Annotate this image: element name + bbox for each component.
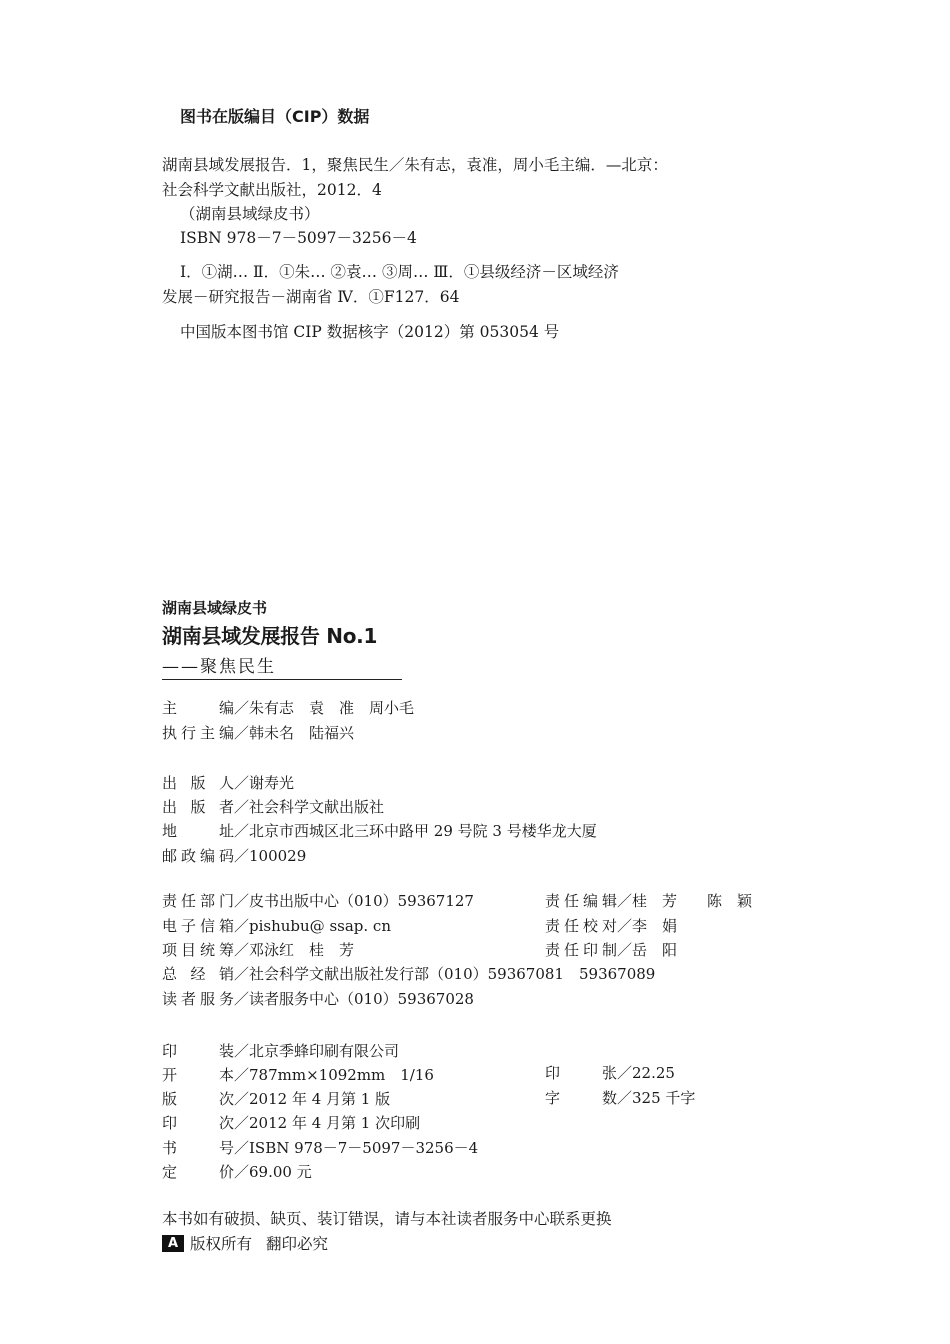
resp-email [162, 915, 391, 936]
value: ／谢寿光 [234, 774, 295, 792]
spec-format [162, 1064, 434, 1085]
replacement-notice: 本书如有破损、缺页、装订错误，请与本社读者服务中心联系更换 [162, 1210, 612, 1228]
value: ／787mm×1092mm 1/16 [234, 1066, 434, 1084]
resp-reader-service [162, 988, 474, 1009]
value: ／325 千字 [617, 1089, 696, 1107]
value: ／皮书出版中心（010）59367127 [234, 892, 474, 910]
cip-line-4: ISBN 978－7－5097－3256－4 [180, 229, 417, 247]
value: ／社会科学文献出版社发行部（010）59367081 59367089 [234, 965, 656, 983]
label: 读者服务 [162, 990, 234, 1008]
resp-dept [162, 890, 474, 911]
value: ／李 娟 [617, 917, 678, 935]
rights-reserved: 版权所有 [190, 1235, 253, 1253]
cip-line-1: 湖南县域发展报告．1，聚焦民生／朱有志，袁准，周小毛主编．—北京： [162, 156, 668, 174]
label: 总经销 [162, 965, 234, 983]
label: 定价 [162, 1163, 234, 1181]
credit-editor [162, 697, 414, 718]
resp-proofreader [545, 915, 677, 936]
label: 主编 [162, 699, 234, 717]
credit-address [162, 820, 597, 841]
label: 出版者 [162, 798, 234, 816]
value: ／桂 芳 陈 颖 [617, 892, 753, 910]
label: 邮政编码 [162, 847, 234, 865]
cip-heading: 图书在版编目（CIP）数据 [180, 107, 370, 126]
spec-word-count [545, 1087, 695, 1108]
credit-publisher-person [162, 772, 294, 793]
label: 地址 [162, 822, 234, 840]
spec-binding [162, 1040, 399, 1061]
series-name: 湖南县域绿皮书 [162, 599, 268, 617]
credit-postcode [162, 845, 306, 866]
label: 责任编辑 [545, 892, 617, 910]
spec-isbn [162, 1137, 478, 1158]
value: ／岳 阳 [617, 941, 678, 959]
book-title: 湖南县域发展报告 No.1 [162, 624, 378, 648]
resp-distributor [162, 963, 655, 984]
value: ／2012 年 4 月第 1 次印刷 [234, 1114, 421, 1132]
label: 开本 [162, 1066, 234, 1084]
label: 字数 [545, 1089, 617, 1107]
cip-line-7: 中国版本图书馆 CIP 数据核字（2012）第 053054 号 [180, 323, 560, 341]
label: 印次 [162, 1114, 234, 1132]
label: 书号 [162, 1139, 234, 1157]
piracy-warning: 翻印必究 [266, 1235, 329, 1253]
value: ／22.25 [617, 1064, 675, 1082]
value: ／100029 [234, 847, 307, 865]
value: ／北京季蜂印刷有限公司 [234, 1042, 400, 1060]
value: ／2012 年 4 月第 1 版 [234, 1090, 391, 1108]
label: 印装 [162, 1042, 234, 1060]
book-subtitle: ——聚焦民生 [162, 657, 276, 677]
cip-line-3: （湖南县域绿皮书） [180, 205, 320, 223]
resp-print-manager [545, 939, 677, 960]
label: 项目统筹 [162, 941, 234, 959]
value: ／社会科学文献出版社 [234, 798, 385, 816]
value: ／北京市西城区北三环中路甲 29 号院 3 号楼华龙大厦 [234, 822, 597, 840]
spec-sheets [545, 1062, 675, 1083]
value: ／朱有志 袁 准 周小毛 [234, 699, 415, 717]
label: 执行主编 [162, 724, 234, 742]
credit-publisher [162, 796, 384, 817]
resp-coordinator [162, 939, 354, 960]
cip-line-2: 社会科学文献出版社，2012．4 [162, 181, 382, 199]
resp-editor [545, 890, 752, 911]
publisher-logo-icon: A [162, 1235, 184, 1252]
rights-line [162, 1232, 328, 1254]
label: 出版人 [162, 774, 234, 792]
value: ／读者服务中心（010）59367028 [234, 990, 474, 1008]
value: ／69.00 元 [234, 1163, 312, 1181]
label: 电子信箱 [162, 917, 234, 935]
label: 责任校对 [545, 917, 617, 935]
label: 责任部门 [162, 892, 234, 910]
value: ／ISBN 978－7－5097－3256－4 [234, 1139, 479, 1157]
value: ／韩未名 陆福兴 [234, 724, 355, 742]
cip-line-5: Ⅰ．①湖… Ⅱ．①朱… ②袁… ③周… Ⅲ．①县级经济－区域经济 [180, 263, 619, 281]
credit-exec-editor [162, 722, 354, 743]
label: 版次 [162, 1090, 234, 1108]
value: ／pishubu@ ssap. cn [234, 917, 391, 935]
spec-price [162, 1161, 312, 1182]
spec-edition [162, 1088, 390, 1109]
value: ／邓泳红 桂 芳 [234, 941, 355, 959]
cip-line-6: 发展－研究报告－湖南省 Ⅳ．①F127．64 [162, 288, 460, 306]
label: 责任印制 [545, 941, 617, 959]
label: 印张 [545, 1064, 617, 1082]
spec-printing [162, 1112, 420, 1133]
title-divider [162, 679, 402, 680]
